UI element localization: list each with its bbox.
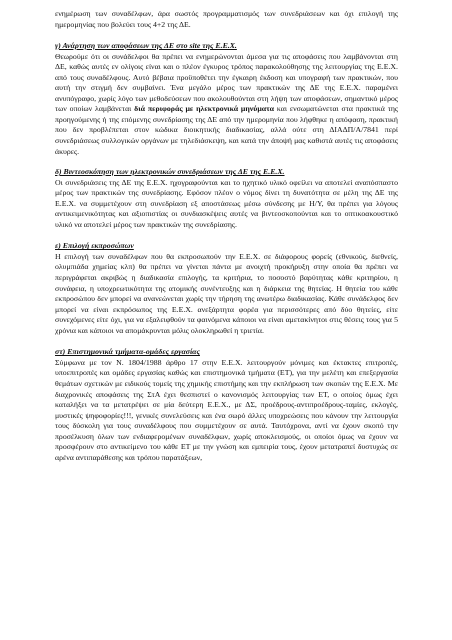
intro-paragraph — [55, 9, 398, 30]
section-g-paragraph — [55, 52, 398, 157]
section-e-heading: ε) Επιλογή εκπροσώπων — [55, 241, 134, 251]
section-st-heading: στ) Επιστημονικά τμήματα-ομάδες εργασίας — [55, 347, 200, 357]
intro-line-2: όχι επιλογή της ημερομηνίας που βολεύει τους 4+2 της ΔΕ. — [55, 9, 398, 29]
section-g-heading: γ) Ανάρτηση των αποφάσεων της ΔΕ στο site της Ε.Ε.Χ. — [55, 41, 237, 51]
section-g-text-2: και ενσωματώνεται στα πρακτικά της προηγούμενης ή της επόμενης συνεδρίασης της ΔΕ από την ημερομηνία που λήφθηκε η απόφαση, πρακτική που δεν προβλέπεται στον κώδικα διοικητικής διαδικασίας, αλλά ούτε στη ΔΙΑΔΠ/Α/7841 περί συνεδριάσεως συλλογικών οργάνων με τηλεδιάσκεψη, και κατά την άποψή μας καθιστά αυτές τις αποφάσεις άκυρες. — [55, 104, 399, 156]
section-g-bold-text: διά περιφοράς με ηλεκτρονικά μηνύματα — [134, 104, 275, 114]
section-g-text-1: Θεωρούμε ότι οι συνάδελφοι θα πρέπει να ενημερώνονται άμεσα για τις αποφάσεις που λαμβάνονται στη ΔΕ, καθώς αυτές εν ολίγοις είναι και ο πλέον έγκυρος τρόπος παρακολούθησης της λειτουργίας της Ε.Ε.Χ. από τους συναδέλφους. Αυτό βέβαια προϋποθέτει την έγκαιρη έκδοση και υπογραφή των πρακτικών, που αυτή την στιγμή δεν συμβαίνει. Ένα μεγάλο μέρος των πρακτικών της ΔΕ της Ε.Ε.Χ. παραμένει ανυπόγραφο, χωρίς λόγο των μεθοδεύσεων που ακολουθούνται στη λήψη των αποφάσεων, σημαντικό μέρος των οποίων λαμβάνεται — [55, 51, 398, 114]
intro-line-1: ενημέρωση των συναδέλφων, άρα σωστός προγραμματισμός των συνεδριάσεων και — [55, 9, 340, 18]
section-e-paragraph: Η επιλογή των συναδέλφων που θα εκπροσωπούν την Ε.Ε.Χ. σε διάφορους φορείς (εθνικούς, διεθνείς, ολυμπιάδα χημείας κλπ) θα πρέπει να γίνεται πάντα με ανοιχτή προκήρυξη στην οποία θα πρέπει να περιγράφεται ακριβώς η διαδικασία επιλογής, τα κριτήρια, το ποσοστό βαρύτητας κάθε κριτηρίου, η συνάφεια, η υποχρεωτικότητα της ατομικής συνέντευξης και η διάρκεια της θητείας. Η θητεία του κάθε εκπροσώπου δεν μπορεί να ανανεώνεται χωρίς την τήρηση της ανωτέρω διαδικασίας. Κάθε συνάδελφος δεν μπορεί να είναι εκπρόσωπος της Ε.Ε.Χ. ανεξάρτητα φορέα για περισσότερες από δύο θητείες, είτε συνεχόμενες είτε όχι, για να εξαλειφθούν τα φαινόμενα κάποιοι να είναι αμετακίνητοι στις θέσεις τους για 5 χρόνια και κάποιοι να απομάκρυνται μόλις ολοκληρωθεί η τριετία. — [55, 251, 398, 335]
section-d-heading: δ) Βιντεοσκόπηση των ηλεκτρονικών συνεδριάσεων της ΔΕ της Ε.Ε.Χ. — [55, 167, 285, 177]
section-st-paragraph: Σύμφωνα με τον Ν. 1804/1988 άρθρο 17 στην Ε.Ε.Χ. λειτουργούν μόνιμες και έκτακτες επιτροπές, υποεπιτροπές και ομάδες εργασίας καθώς και επιστημονικά τμήματα (ΕΤ), για την μελέτη και επεξεργασία θεμάτων σχετικών με ειδικούς τομείς της χημικής επιστήμης και την εκπλήρωση των σκοπών της Ε.Ε.Χ. Με διαχρονικές αποφάσεις της ΣτΑ έχει θεσπιστεί ο κανονισμός λειτουργίας των ΕΤ, ο οποίος όμως έχει καταλήξει να τα μετατρέψει σε μία δεύτερη Ε.Ε.Χ., με ΔΣ, προέδρους-αντιπροέδρους-ταμίες, εκλογές, μυστικές ψηφοφορίες!!!, γενικές συνελεύσεις και ένα σωρό άλλες υποχρεώσεις που κάνουν την λειτουργία τους δύσκολη για τους συναδέλφους που συμμετέχουν σε αυτά. Ταυτόχρονα, αντί να έχουν σκοπό την προσέλκυση όλων των ενδιαφερομένων συναδέλφων, χωρίς αποκλεισμούς, οι οποίοι όμως να έχουν να προσφέρουν στο αντικείμενο του κάθε ΕΤ με την γνώση και εμπειρία τους, έχουν μετατραπεί δυστυχώς σε αρένα αντιπαράθεσης και τρόπου παρατάξεων, — [55, 357, 398, 462]
section-d-paragraph: Οι συνεδριάσεις της ΔΕ της Ε.Ε.Χ. ηχογραφούνται και το ηχητικό υλικό οφείλει να αποτελεί αναπόσπαστο μέρος των πρακτικών της συνεδρίασης. Εφόσον πλέον ο νόμος δίνει τη δυνατότητα σε μέλη της ΔΕ της Ε.Ε.Χ. να συμμετέχουν στη συνεδρίαση εξ αποστάσεως μέσω σύνδεσης με Η/Υ, θα πρέπει για λόγους αντικειμενικότητας και αξιοπιστίας οι συνδιασκέψεις αυτές να βιντεοσκοπούνται και το οπτικοακουστικό υλικό να αποτελεί μέρος των πρακτικών της συνεδρίασης. — [55, 177, 398, 229]
